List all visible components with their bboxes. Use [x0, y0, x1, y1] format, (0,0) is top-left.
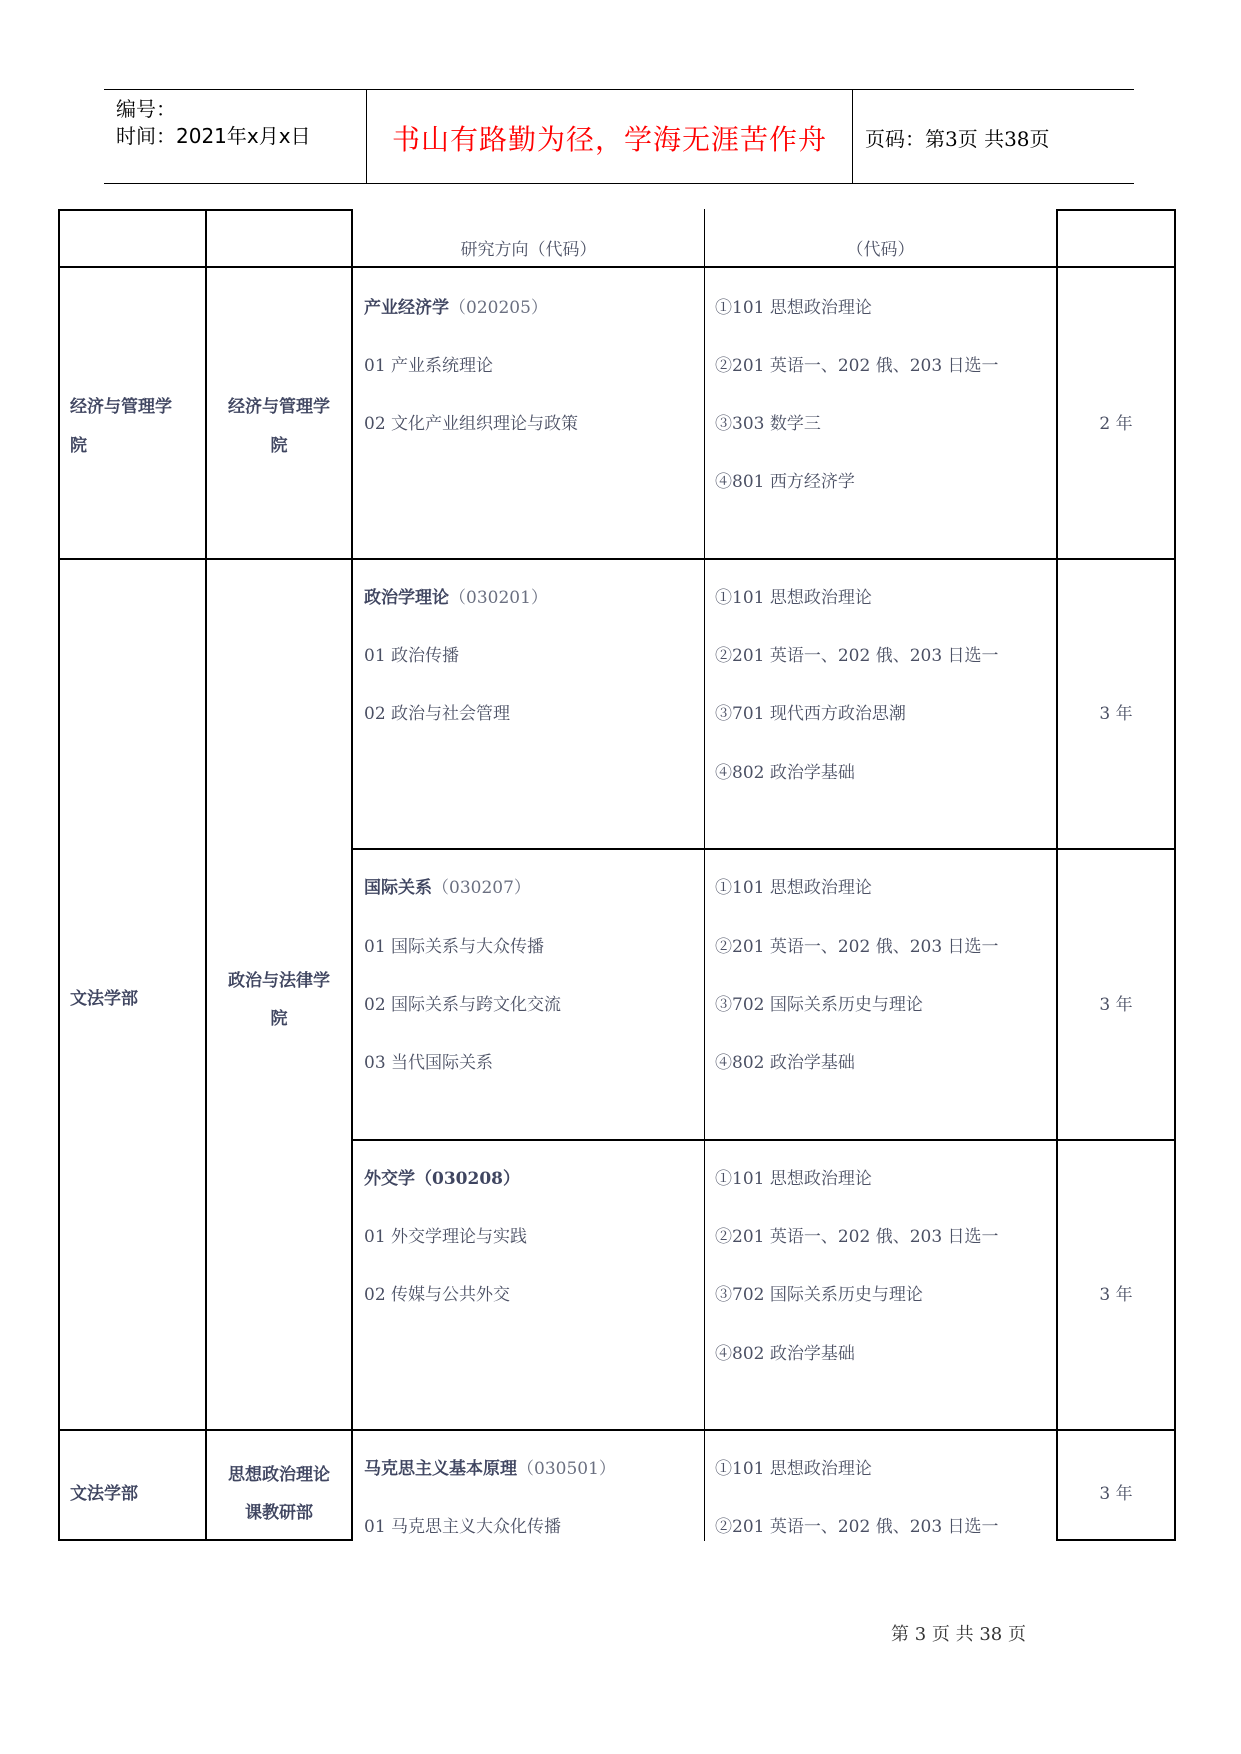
major-code: （030208） — [415, 1169, 520, 1189]
major-title — [364, 583, 548, 608]
direction-item: 02 传媒与公共外交 — [364, 1285, 511, 1305]
table-divider — [351, 209, 353, 1541]
table-rule — [58, 558, 1176, 560]
column-header-direction: 研究方向（代码） — [460, 240, 597, 260]
table-border-top — [1056, 209, 1176, 211]
duration-cell: 3 年 — [1099, 1484, 1133, 1504]
page-footer: 第 3 页 共 38 页 — [891, 1624, 1026, 1645]
exam-item: ①101 思想政治理论 — [715, 298, 872, 318]
duration-cell: 3 年 — [1099, 995, 1133, 1015]
major-name: 马克思主义基本原理 — [364, 1459, 517, 1479]
exam-item: ③701 现代西方政治思潮 — [715, 704, 906, 724]
table-rule — [351, 1139, 1176, 1141]
major-name: 政治学理论 — [364, 588, 449, 608]
table-rule — [58, 266, 1176, 268]
header-motto-cell — [367, 90, 853, 183]
major-code: （030201） — [449, 588, 548, 608]
exam-item: ①101 思想政治理论 — [715, 588, 872, 608]
table-rule — [58, 1429, 1176, 1431]
college-cell: 院 — [270, 1009, 288, 1029]
dept-cell: 院 — [70, 436, 87, 456]
direction-item: 02 政治与社会管理 — [364, 704, 511, 724]
header-info-cell — [104, 90, 367, 183]
exam-item: ④802 政治学基础 — [715, 1053, 855, 1073]
major-title — [364, 1164, 520, 1189]
college-cell: 经济与管理学 — [228, 397, 330, 417]
header-motto: 书山有路勤为径，学海无涯苦作舟 — [391, 123, 827, 156]
table-border-bottom — [1056, 1539, 1176, 1541]
direction-item: 01 政治传播 — [364, 646, 460, 666]
direction-item: 02 国际关系与跨文化交流 — [364, 995, 562, 1015]
exam-item: ④802 政治学基础 — [715, 1344, 855, 1364]
table-border-top — [58, 209, 351, 211]
exam-item: ②201 英语一、202 俄、203 日选一 — [715, 937, 999, 957]
direction-item: 01 马克思主义大众化传播 — [364, 1517, 562, 1537]
college-cell: 政治与法律学 — [228, 971, 330, 991]
major-code: （020205） — [449, 298, 548, 318]
table-divider — [704, 209, 705, 1541]
table-border-right — [1174, 209, 1176, 1541]
exam-item: ②201 英语一、202 俄、203 日选一 — [715, 646, 999, 666]
exam-item: ①101 思想政治理论 — [715, 878, 872, 898]
major-name: 国际关系 — [364, 878, 432, 898]
major-name: 外交学 — [364, 1169, 415, 1189]
dept-cell: 经济与管理学 — [70, 397, 172, 417]
table-border-bottom — [58, 1539, 351, 1541]
exam-item: ③303 数学三 — [715, 414, 821, 434]
exam-item: ②201 英语一、202 俄、203 日选一 — [715, 356, 999, 376]
direction-item: 01 国际关系与大众传播 — [364, 937, 545, 957]
exam-item: ③702 国际关系历史与理论 — [715, 995, 923, 1015]
major-title — [364, 1454, 616, 1479]
major-title — [364, 873, 531, 898]
exam-item: ④801 西方经济学 — [715, 472, 855, 492]
table-border-left — [58, 209, 60, 1541]
duration-cell: 3 年 — [1099, 704, 1133, 724]
header-page-cell — [853, 90, 1134, 183]
exam-item: ①101 思想政治理论 — [715, 1169, 872, 1189]
exam-item: ②201 英语一、202 俄、203 日选一 — [715, 1227, 999, 1247]
duration-cell: 3 年 — [1099, 1285, 1133, 1305]
exam-item: ④802 政治学基础 — [715, 763, 855, 783]
dept-cell: 文法学部 — [70, 1484, 138, 1504]
document-number-label: 编号： — [116, 97, 176, 121]
direction-item: 03 当代国际关系 — [364, 1053, 494, 1073]
column-header-code: （代码） — [846, 240, 915, 260]
college-cell: 课教研部 — [245, 1503, 313, 1523]
header-page-label: 页码：第3页 共38页 — [865, 127, 1050, 151]
exam-item: ③702 国际关系历史与理论 — [715, 1285, 923, 1305]
direction-item: 02 文化产业组织理论与政策 — [364, 414, 579, 434]
duration-cell: 2 年 — [1099, 414, 1133, 434]
table-rule — [351, 848, 1176, 850]
exam-item: ②201 英语一、202 俄、203 日选一 — [715, 1517, 999, 1537]
direction-item: 01 产业系统理论 — [364, 356, 494, 376]
college-cell: 院 — [270, 436, 288, 456]
college-cell: 思想政治理论 — [228, 1465, 330, 1485]
major-code: （030207） — [432, 878, 531, 898]
page-header — [104, 89, 1134, 184]
dept-cell: 文法学部 — [70, 989, 138, 1009]
major-title — [364, 293, 548, 318]
direction-item: 01 外交学理论与实践 — [364, 1227, 528, 1247]
document-time-label: 时间：2021年x月x日 — [116, 124, 311, 148]
major-code: （030501） — [517, 1459, 616, 1479]
major-name: 产业经济学 — [364, 298, 449, 318]
exam-item: ①101 思想政治理论 — [715, 1459, 872, 1479]
